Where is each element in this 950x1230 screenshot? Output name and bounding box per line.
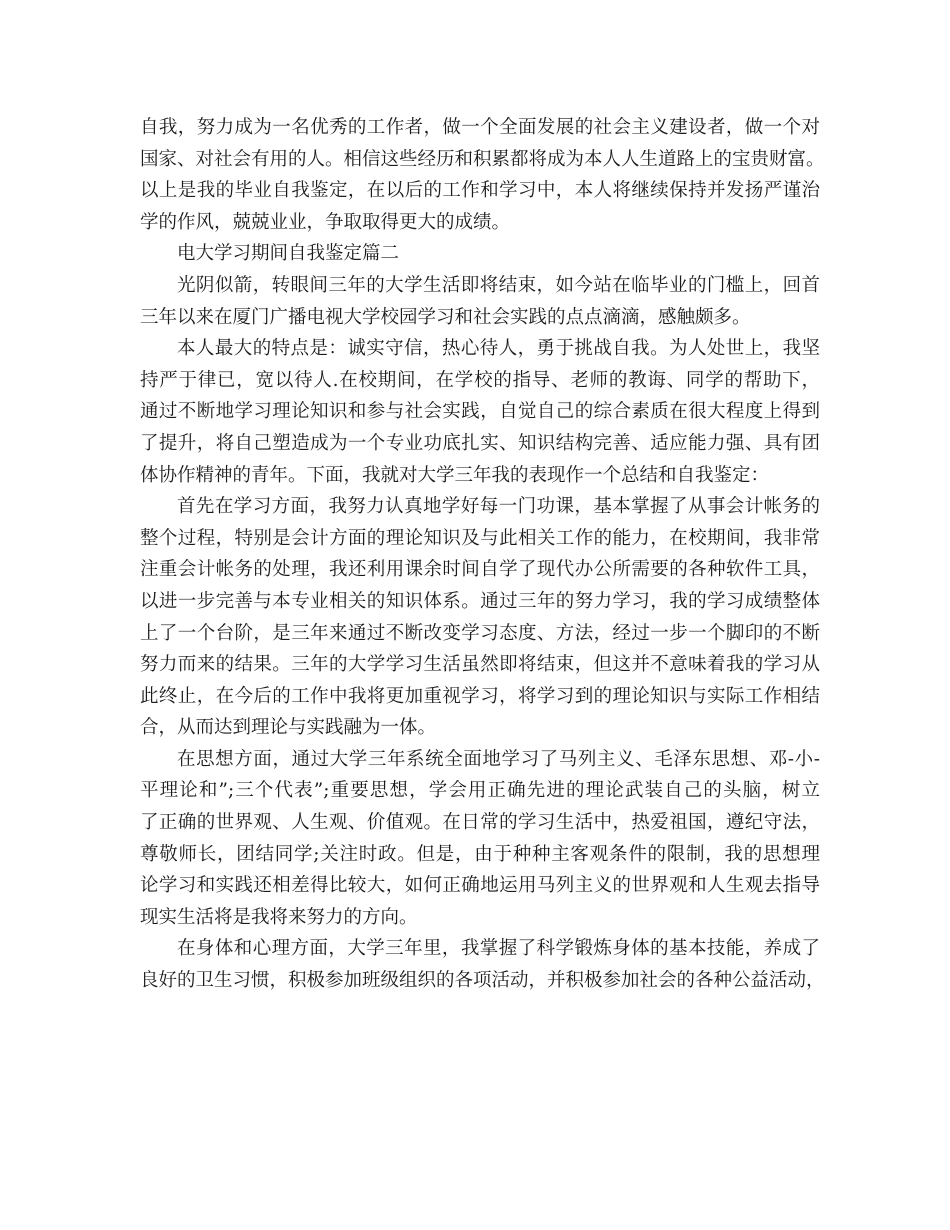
- text-line: 此终止，在今后的工作中我将更加重视学习，将学习到的理论知识与实际工作相结: [140, 685, 820, 707]
- text-line: 通过不断地学习理论知识和参与社会实践，自觉自己的综合素质在很大程度上得到: [140, 401, 820, 423]
- text-line: 平理论和”;三个代表”;重要思想，学会用正确先进的理论武装自己的头脑，树立: [140, 780, 820, 802]
- text-line: 以上是我的毕业自我鉴定，在以后的工作和学习中，本人将继续保持并发扬严谨治: [140, 180, 820, 202]
- text-line: 持严于律已，宽以待人.在校期间，在学校的指导、老师的教诲、同学的帮助下，: [140, 369, 820, 391]
- text-line: 良好的卫生习惯，积极参加班级组织的各项活动，并积极参加社会的各种公益活动，: [140, 970, 825, 992]
- text-line: 以进一步完善与本专业相关的知识体系。通过三年的努力学习，我的学习成绩整体: [140, 590, 820, 612]
- text-line: 光阴似箭，转眼间三年的大学生活即将结束，如今站在临毕业的门槛上，回首: [177, 274, 820, 296]
- text-line: 在身体和心理方面，大学三年里，我掌握了科学锻炼身体的基本技能，养成了: [177, 938, 820, 960]
- text-line: 在思想方面，通过大学三年系统全面地学习了马列主义、毛泽东思想、邓-小-: [177, 748, 820, 770]
- text-line: 首先在学习方面，我努力认真地学好每一门功课，基本掌握了从事会计帐务的: [177, 496, 820, 518]
- text-line: 上了一个台阶，是三年来通过不断改变学习态度、方法，经过一步一个脚印的不断: [140, 622, 820, 644]
- text-line: 电大学习期间自我鉴定篇二: [177, 243, 400, 265]
- text-line: 现实生活将是我将来努力的方向。: [140, 906, 418, 928]
- text-line: 论学习和实践还相差得比较大，如何正确地运用马列主义的世界观和人生观去指导: [140, 875, 820, 897]
- text-line: 了正确的世界观、人生观、价值观。在日常的学习生活中，热爱祖国，遵纪守法，: [140, 812, 820, 834]
- text-line: 了提升，将自己塑造成为一个专业功底扎实、知识结构完善、适应能力强、具有团: [140, 432, 820, 454]
- text-line: 本人最大的特点是：诚实守信，热心待人，勇于挑战自我。为人处世上，我坚: [177, 338, 820, 360]
- document-page: [140, 112, 825, 997]
- text-line: 注重会计帐务的处理，我还利用课余时间自学了现代办公所需要的各种软件工具，: [140, 559, 820, 581]
- text-line: 体协作精神的青年。下面，我就对大学三年我的表现作一个总结和自我鉴定：: [140, 464, 770, 486]
- text-line: 努力而来的结果。三年的大学学习生活虽然即将结束，但这并不意味着我的学习从: [140, 654, 820, 676]
- text-line: 合，从而达到理论与实践融为一体。: [140, 717, 437, 739]
- text-line: 三年以来在厦门广播电视大学校园学习和社会实践的点点滴滴，感触颇多。: [140, 306, 751, 328]
- text-line: 整个过程，特别是会计方面的理论知识及与此相关工作的能力，在校期间，我非常: [140, 527, 820, 549]
- text-line: 学的作风，兢兢业业，争取取得更大的成绩。: [140, 211, 511, 233]
- text-line: 自我，努力成为一名优秀的工作者，做一个全面发展的社会主义建设者，做一个对: [140, 117, 820, 138]
- text-line: 国家、对社会有用的人。相信这些经历和积累都将成为本人人生道路上的宝贵财富。: [140, 148, 825, 170]
- text-line: 尊敬师长，团结同学;关注时政。但是，由于种种主客观条件的限制，我的思想理: [140, 843, 820, 865]
